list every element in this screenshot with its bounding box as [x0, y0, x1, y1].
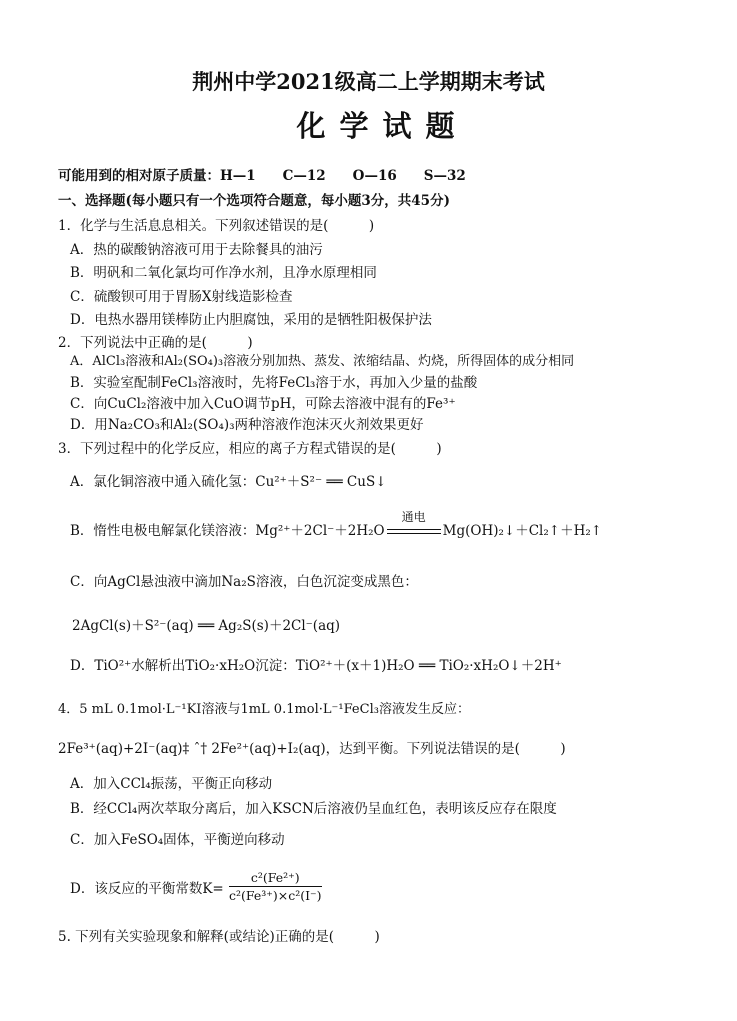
question-4-option-d: D．该反应的平衡常数K= [70, 881, 224, 897]
question-3-option-d: D．TiO²⁺水解析出TiO₂·xH₂O沉淀：TiO²⁺＋(x＋1)H₂O ══ TiO₂·xH₂O↓＋2H⁺ [70, 658, 562, 674]
question-2-option-b: B．实验室配制FeCl₃溶液时，先将FeCl₃溶于水，再加入少量的盐酸 [70, 375, 478, 391]
question-3-option-b-reactants: B．惰性电极电解氯化镁溶液：Mg²⁺＋2Cl⁻＋2H₂O [70, 523, 385, 539]
section-heading: 一、选择题(每小题只有一个选项符合题意，每小题3分，共45分) [58, 193, 450, 209]
question-2-option-a: A．AlCl₃溶液和Al₂(SO₄)₃溶液分别加热、蒸发、浓缩结晶、灼烧，所得固体的成分相同 [70, 354, 575, 369]
question-4-option-a: A．加入CCl₄振荡，平衡正向移动 [70, 776, 273, 792]
electrolysis-condition: 通电 [401, 510, 426, 524]
question-4-stem: 4．5 mL 0.1mol·L⁻¹KI溶液与1mL 0.1mol·L⁻¹FeCl₃溶液发生反应： [58, 702, 470, 717]
fraction-denominator: c²(Fe³⁺)×c²(I⁻) [229, 888, 322, 903]
question-3-option-c-equation: 2AgCl(s)＋S²⁻(aq) ══ Ag₂S(s)＋2Cl⁻(aq) [72, 618, 341, 634]
atomic-masses: 可能用到的相对原子质量：H—1 C—12 O—16 S—32 [58, 168, 466, 184]
question-3-option-b-products: Mg(OH)₂↓＋Cl₂↑＋H₂↑ [442, 523, 603, 539]
question-2-option-d: D．用Na₂CO₃和Al₂(SO₄)₃两种溶液作泡沫灭火剂效果更好 [70, 417, 424, 433]
question-4-option-b: B．经CCl₄两次萃取分离后，加入KSCN后溶液仍呈血红色，表明该反应存在限度 [70, 801, 557, 817]
double-line [387, 529, 441, 534]
question-5-stem: 5. 下列有关实验现象和解释(或结论)正确的是( ) [58, 929, 380, 945]
equilibrium-constant-fraction [229, 870, 322, 903]
question-3-option-b [70, 510, 603, 540]
subject-title: 化学试题 [296, 109, 469, 143]
question-1-option-d: D．电热水器用镁棒防止内胆腐蚀，采用的是牺牲阳极保护法 [70, 312, 432, 328]
question-3-option-a: A．氯化铜溶液中通入硫化氢：Cu²⁺＋S²⁻ ══ CuS↓ [70, 474, 387, 490]
school-exam-title: 荆州中学2021级高二上学期期末考试 [192, 69, 545, 94]
question-1-option-b: B．明矾和二氧化氯均可作净水剂，且净水原理相同 [70, 265, 377, 281]
electrolysis-arrow [385, 510, 443, 540]
question-1-option-a: A．热的碳酸钠溶液可用于去除餐具的油污 [70, 242, 323, 258]
question-2-stem: 2．下列说法中正确的是( ) [58, 335, 253, 351]
fraction-numerator: c²(Fe²⁺) [229, 870, 322, 887]
question-3-option-c: C．向AgCl悬浊液中滴加Na₂S溶液，白色沉淀变成黑色： [70, 574, 418, 590]
question-4-option-c: C．加入FeSO₄固体，平衡逆向移动 [70, 832, 285, 848]
question-1-stem: 1．化学与生活息息相关。下列叙述错误的是( ) [58, 218, 375, 234]
question-4-equation: 2Fe³⁺(aq)+2I⁻(aq)‡ ˆ† 2Fe²⁺(aq)+I₂(aq)，达到平衡。下列说法错误的是( ) [58, 741, 566, 757]
question-2-option-c: C．向CuCl₂溶液中加入CuO调节pH，可除去溶液中混有的Fe³⁺ [70, 396, 456, 412]
question-1-option-c: C．硫酸钡可用于胃肠X射线造影检查 [70, 289, 293, 305]
question-3-stem: 3．下列过程中的化学反应，相应的离子方程式错误的是( ) [58, 441, 442, 457]
